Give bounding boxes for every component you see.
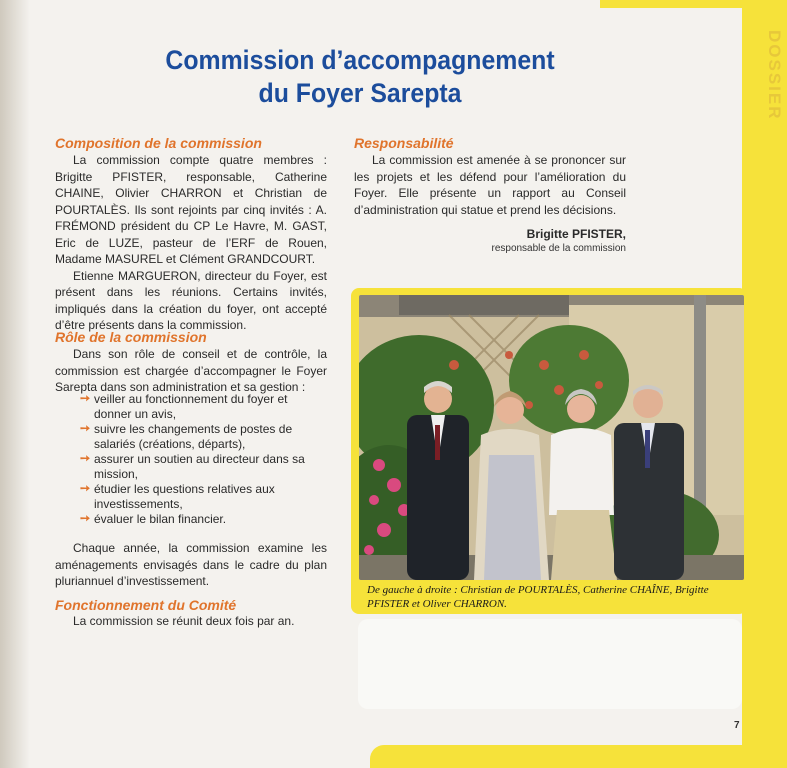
page-spine-shadow: [0, 0, 30, 768]
role-bullet-text: évaluer le bilan financier.: [94, 512, 227, 526]
page-number: 7: [734, 720, 740, 731]
role-bullet: [56, 392, 327, 422]
arrow-icon: ➙: [80, 391, 91, 405]
role-bullet-list: [56, 392, 327, 527]
role-bullet: [56, 422, 327, 452]
title-line-1: Commission d’accompagnement: [165, 45, 555, 75]
role-bullet-text: veiller au fonctionnement du foyer et donner un avis,: [94, 392, 288, 421]
role-bullet: [56, 482, 327, 512]
role-bullet: [56, 512, 327, 527]
role-closing: [55, 540, 327, 590]
signature-name: Brigitte PFISTER,: [526, 227, 626, 241]
role-bullet-text: suivre les changements de postes de salariés (créations, départs),: [94, 422, 293, 451]
empty-note-box: [358, 619, 742, 709]
fonctionnement-text: La commission se réunit deux fois par an.: [73, 614, 295, 628]
composition-text: [55, 152, 327, 334]
yellow-bottom-band: [370, 745, 787, 768]
group-photo: [359, 295, 744, 580]
group-photo-illustration: [359, 295, 744, 580]
arrow-icon: ➙: [80, 421, 91, 435]
responsabilite-body: [354, 152, 626, 218]
composition-paragraph-1: La commission compte quatre membres : Brigitte PFISTER, responsable, Catherine CHAINE, Olivier CHARRON et Christian de POURTALÈS. Ils sont rejoints par cinq invités : A. FRÉMOND président du CP Le Havre, M. GAST, Eric de LUZE, pasteur de l’ERF de Rouen, Madame MASUREL et Clément GRANDCOURT.: [55, 153, 327, 266]
arrow-icon: ➙: [80, 451, 91, 465]
composition-paragraph-2: Etienne MARGUERON, directeur du Foyer, est présent dans les réunions. Certains invités, impliqués dans la création du foyer, ont accepté d’être présents dans la commission.: [55, 268, 327, 332]
page-title: [121, 44, 599, 110]
arrow-icon: ➙: [80, 481, 91, 495]
photo-caption: De gauche à droite : Christian de POURTALÈS, Catherine CHAÎNE, Brigitte PFISTER et Oliver CHARRON.: [367, 584, 709, 610]
fonctionnement-body: [55, 613, 327, 630]
role-intro-text: Dans son rôle de conseil et de contrôle, la commission est chargée d’accompagner le Foyer Sarepta dans son administration et sa gestion :: [55, 347, 327, 394]
composition-heading: Composition de la commission: [55, 135, 262, 151]
responsabilite-heading: Responsabilité: [354, 135, 454, 151]
role-heading: Rôle de la commission: [55, 329, 207, 345]
role-bullet-text: étudier les questions relatives aux investissements,: [94, 482, 275, 511]
role-intro: [55, 346, 327, 396]
role-bullet: [56, 452, 327, 482]
arrow-icon: ➙: [80, 511, 91, 525]
responsabilite-text: La commission est amenée à se prononcer sur les projets et les défend pour l’amélioration du Foyer. Elle présente un rapport au Conseil d’administration qui statue et prend les décisions.: [354, 153, 626, 217]
role-closing-text: Chaque année, la commission examine les aménagements envisagés dans le cadre du plan pluriannuel d’investissement.: [55, 541, 327, 588]
signature-role: responsable de la commission: [491, 243, 626, 254]
side-section-tab: DOSSIER: [765, 29, 784, 121]
role-bullet-text: assurer un soutien au directeur dans sa mission,: [94, 452, 305, 481]
title-line-2: du Foyer Sarepta: [258, 78, 462, 108]
fonctionnement-heading: Fonctionnement du Comité: [55, 597, 237, 613]
